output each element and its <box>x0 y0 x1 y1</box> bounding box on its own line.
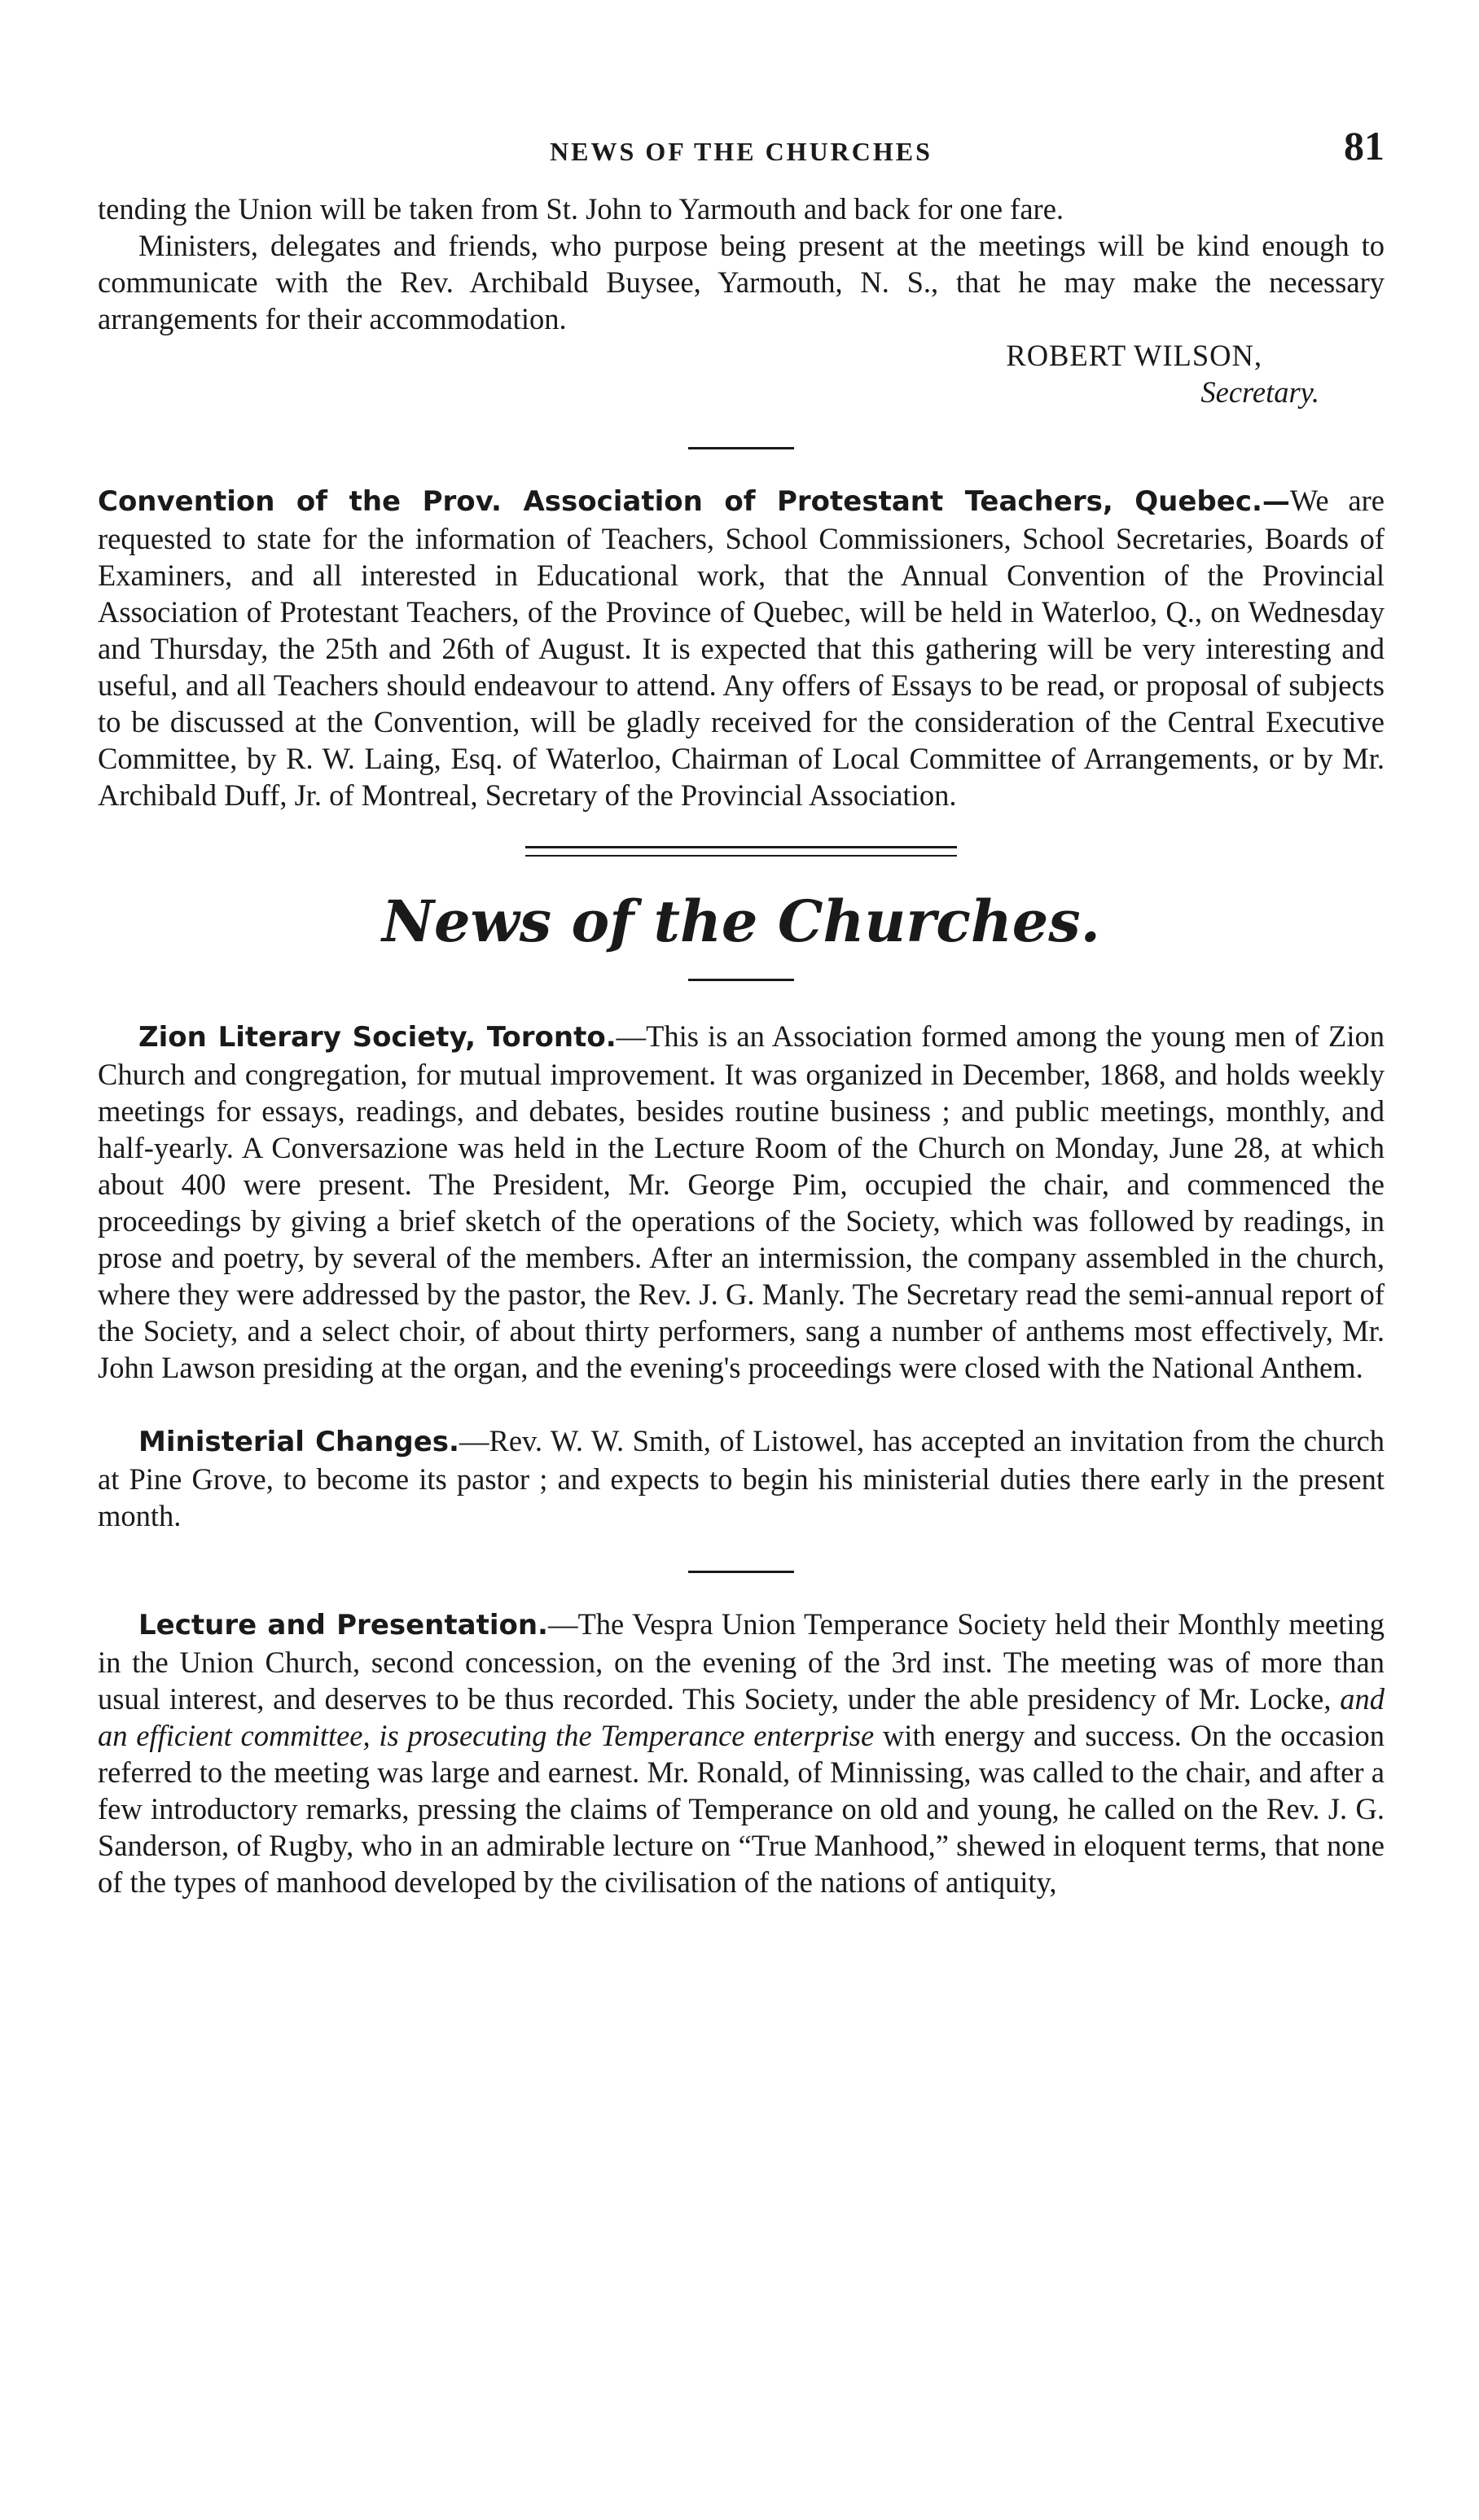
lecture-body-end: with energy and success. On the occasion referred to the meeting was large and earnest. Mr. Ronald, of Minnissing, was called to the chair, and after a few introductory remarks, pressing the claims of Temperance on old and young, he called on the Rev. J. G. Sanderson, of Rugby, who in an admirable lecture on “True Manhood,” shewed in eloquent terms, that none of the types of manhood developed by the civilisation of the nations of antiquity, <box>98 1719 1385 1899</box>
convention-heading: Convention of the Prov. Association of Protestant Teachers, Quebec.— <box>98 485 1290 518</box>
union-notice-paragraph-1: tending the Union will be taken from St. John to Yarmouth and back for one fare. <box>98 192 1064 226</box>
convention-paragraph <box>98 482 1385 813</box>
zion-heading: Zion Literary Society, Toronto. <box>138 1021 617 1054</box>
lecture-body-italic: and an efficient committee, is prosecuting the Temperance enterprise <box>98 1682 1385 1752</box>
ministerial-paragraph <box>98 1422 1385 1534</box>
lecture-heading: Lecture and Presentation. <box>138 1609 548 1641</box>
divider-rule <box>688 979 794 981</box>
divider-rule <box>688 1571 794 1573</box>
convention-body: We are requested to state for the information of Teachers, School Commissioners, School Secretaries, Boards of Examiners, and all interested in Educational work, that the Annual Convention of the Provincial Association of Protestant Teachers, of the Province of Quebec, will be held in Waterloo, Q., on Wednesday and Thursday, the 25th and 26th of August. It is expected that this gathering will be very interesting and useful, and all Teachers should endeavour to attend. Any offers of Essays to be read, or proposal of subjects to be discussed at the Convention, will be gladly received for the consideration of the Central Executive Committee, by R. W. Laing, Esq. of Waterloo, Chairman of Local Committee of Arrangements, or by Mr. Archibald Duff, Jr. of Montreal, Secretary of the Provincial Association. <box>98 484 1385 812</box>
lecture-paragraph <box>98 1606 1385 1900</box>
section-title: News of the Churches. <box>381 887 1101 955</box>
ministerial-heading: Ministerial Changes. <box>138 1426 459 1458</box>
zion-body: —This is an Association formed among the young men of Zion Church and congregation, for mutual improvement. It was organized in December, 1868, and holds weekly meetings for essays, readings, and debates, besides routine business ; and public meetings, monthly, and half-yearly. A Conversazione was held in the Lecture Room of the Church on Monday, June 28, at which about 400 were present. The President, Mr. George Pim, occupied the chair, and commenced the proceedings by giving a brief sketch of the operations of the Society, which was followed by readings, in prose and poetry, by several of the members. After an intermission, the company assembled in the church, where they were addressed by the pastor, the Rev. J. G. Manly. The Secretary read the semi-annual report of the Society, and a select choir, of about thirty performers, sang a number of anthems most effectively, Mr. John Lawson presiding at the organ, and the evening's proceedings were closed with the National Anthem. <box>98 1019 1385 1384</box>
signature-title: Secretary. <box>1200 375 1319 409</box>
ministerial-body: —Rev. W. W. Smith, of Listowel, has accepted an invitation from the church at Pine Grove, to become its pastor ; and expects to begin his ministerial duties there early in the present month. <box>98 1424 1385 1532</box>
union-notice-paragraph-2: Ministers, delegates and friends, who purpose being present at the meetings will be kind enough to communicate with the Rev. Archibald Buysee, Yarmouth, N. S., that he may make the necessary arrangements for their accommodation. <box>98 229 1385 335</box>
divider-rule <box>688 447 794 449</box>
running-head <box>98 122 1385 171</box>
zion-paragraph <box>98 1018 1385 1386</box>
running-head-title: NEWS OF THE CHURCHES <box>550 137 933 166</box>
page <box>98 122 1385 1900</box>
page-number: 81 <box>1344 123 1385 169</box>
lecture-body-start: —The Vespra Union Temperance Society held their Monthly meeting in the Union Church, second concession, on the evening of the 3rd inst. The meeting was of more than usual interest, and deserves to be thus recorded. This Society, under the able presidency of Mr. Locke, <box>98 1607 1385 1716</box>
signature-name: ROBERT WILSON, <box>1006 339 1262 372</box>
section-double-rule <box>525 846 957 857</box>
